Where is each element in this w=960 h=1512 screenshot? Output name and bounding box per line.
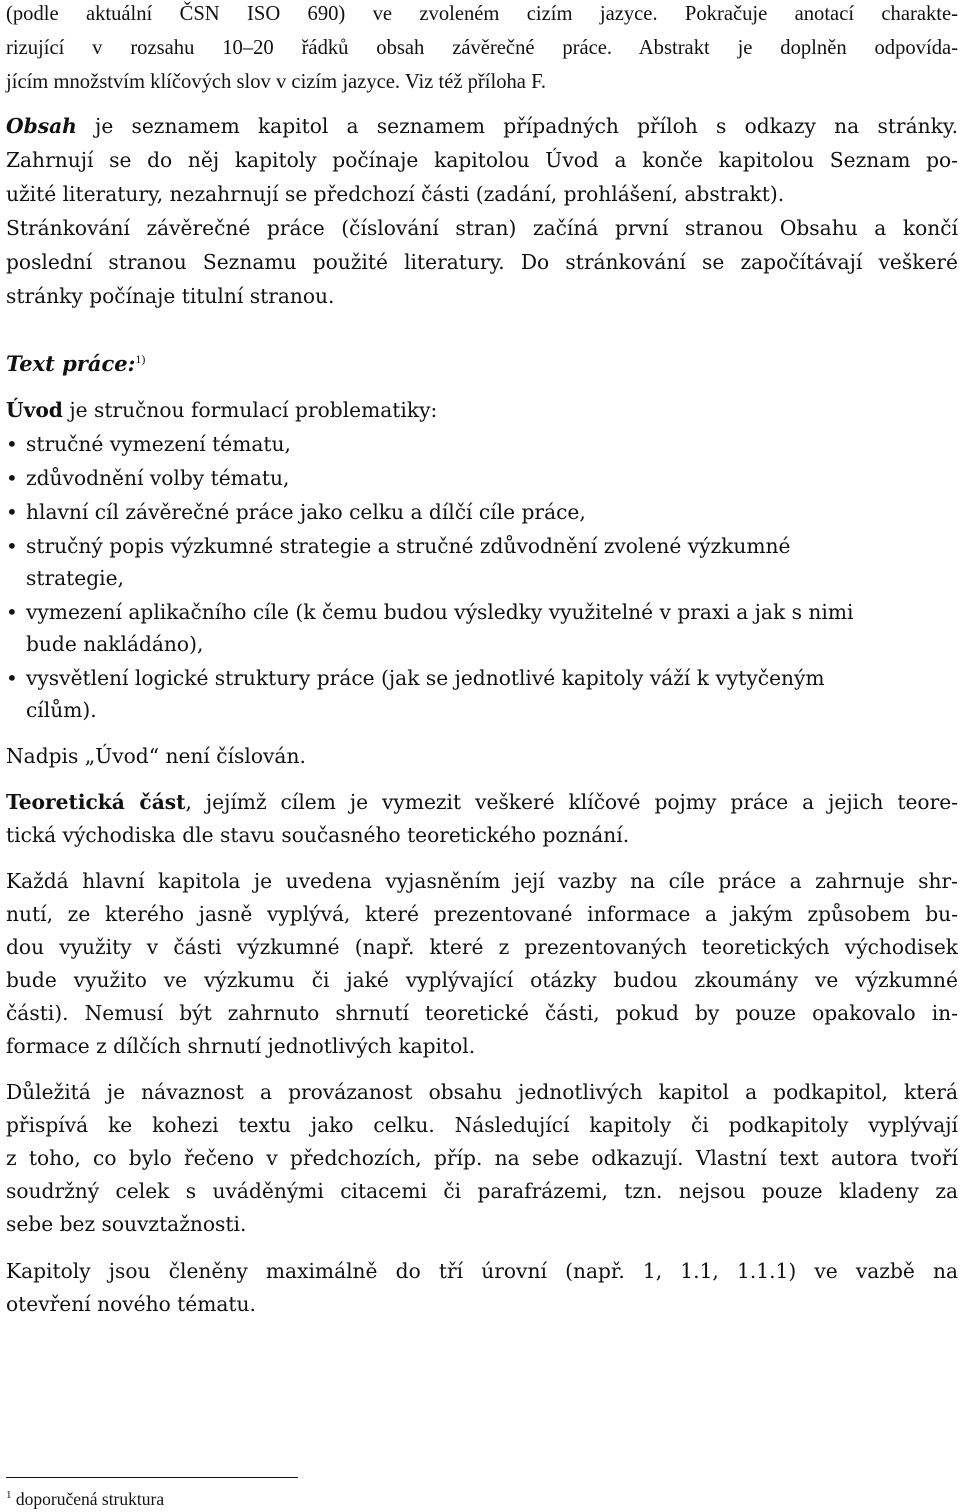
intro-line-2: rizující v rozsahu 10–20 řádků obsah závěrečné práce. Abstrakt je doplněn odpovída- <box>6 37 958 59</box>
bullet-marker: • <box>6 600 18 624</box>
bullet-marker: • <box>6 666 18 690</box>
kazda-line-3: dou využity v části výzkumné (např. které z prezentovaných teoretických východisek <box>6 935 958 959</box>
bullet-item-4-line-2: strategie, <box>26 566 124 590</box>
teoreticka-line-1-text: , jejímž cílem je vymezit veškeré klíčové pojmy práce a jejich teore- <box>185 790 958 814</box>
kazda-line-4: bude využito ve výzkumu či jaké vyplývající otázky budou zkoumány ve výzkumné <box>6 968 958 992</box>
dulezita-line-4: soudržný celek s uváděnými citacemi či parafrázemi, tzn. nejsou pouze kladeny za <box>6 1179 958 1203</box>
teoreticka-line-1 <box>6 788 958 816</box>
bullet-item-6-line-2: cílům). <box>26 698 97 722</box>
uvod-note: Nadpis „Úvod“ není číslován. <box>6 744 306 768</box>
footnote-text: doporučená struktura <box>15 1489 165 1509</box>
obsah-line-1 <box>6 112 958 140</box>
uvod-lead-text: je stručnou formulací problematiky: <box>62 398 438 422</box>
bullet-item-1: stručné vymezení tématu, <box>26 432 291 456</box>
uvod-lead <box>6 396 437 424</box>
bullet-item-5-line-2: bude nakládáno), <box>26 632 204 656</box>
bullet-marker: • <box>6 500 18 524</box>
obsah-term: Obsah <box>6 114 77 138</box>
bullet-item-3: hlavní cíl závěrečné práce jako celku a dílčí cíle práce, <box>26 500 586 524</box>
bullet-item-2: zdůvodnění volby tématu, <box>26 466 290 490</box>
obsah-line-6: stránky počínaje titulní stranou. <box>6 284 335 308</box>
footnote-number: 1 <box>6 1489 12 1501</box>
bullet-marker: • <box>6 432 18 456</box>
teoreticka-term: Teoretická část <box>6 790 186 814</box>
section-heading-text-prace <box>6 350 145 378</box>
kapitoly-line-2: otevření nového tématu. <box>6 1292 256 1316</box>
dulezita-line-2: přispívá ke kohezi textu jako celku. Následující kapitoly či podkapitoly vyplývají <box>6 1113 958 1137</box>
kazda-line-6: formace z dílčích shrnutí jednotlivých kapitol. <box>6 1034 476 1058</box>
intro-line-1: (podle aktuální ČSN ISO 690) ve zvoleném cizím jazyce. Pokračuje anotací charakte- <box>6 3 958 25</box>
footnote-reference: 1) <box>135 352 146 366</box>
bullet-marker: • <box>6 466 18 490</box>
kazda-line-1: Každá hlavní kapitola je uvedena vyjasněním její vazby na cíle práce a zahrnuje shr- <box>6 869 958 893</box>
kazda-line-5: části). Nemusí být zahrnuto shrnutí teoretické části, pokud by pouze opakovalo in- <box>6 1001 958 1025</box>
teoreticka-line-2: tická východiska dle stavu současného teoretického poznání. <box>6 823 630 847</box>
obsah-line-5: poslední stranou Seznamu použité literatury. Do stránkování se započítávají veškeré <box>6 250 958 274</box>
obsah-line-2: Zahrnují se do něj kapitoly počínaje kapitolou Úvod a konče kapitolou Seznam po- <box>6 148 958 172</box>
kazda-line-2: nutí, ze kterého jasně vyplývá, které prezentované informace a jakým způsobem bu- <box>6 902 958 926</box>
bullet-item-5-line-1: vymezení aplikačního cíle (k čemu budou výsledky využitelné v praxi a jak s nimi <box>26 600 854 624</box>
footnote <box>6 1488 164 1510</box>
dulezita-line-5: sebe bez souvztažnosti. <box>6 1212 247 1236</box>
kapitoly-line-1: Kapitoly jsou členěny maximálně do tří úrovní (např. 1, 1.1, 1.1.1) ve vazbě na <box>6 1259 958 1283</box>
dulezita-line-1: Důležitá je návaznost a provázanost obsahu jednotlivých kapitol a podkapitol, která <box>6 1080 958 1104</box>
bullet-item-6-line-1: vysvětlení logické struktury práce (jak se jednotlivé kapitoly váží k vytyčeným <box>26 666 825 690</box>
footnote-separator <box>6 1477 298 1478</box>
bullet-item-4-line-1: stručný popis výzkumné strategie a stručné zdůvodnění zvolené výzkumné <box>26 534 791 558</box>
uvod-term: Úvod <box>6 398 63 422</box>
obsah-line-1-text: je seznamem kapitol a seznamem případných příloh s odkazy na stránky. <box>76 114 958 138</box>
heading-text: Text práce: <box>6 351 136 376</box>
intro-line-3: jícím množstvím klíčových slov v cizím jazyce. Viz též příloha F. <box>6 71 547 93</box>
bullet-marker: • <box>6 534 18 558</box>
obsah-line-4: Stránkování závěrečné práce (číslování stran) začíná první stranou Obsahu a končí <box>6 216 958 240</box>
dulezita-line-3: z toho, co bylo řečeno v předchozích, příp. na sebe odkazují. Vlastní text autora tvoří <box>6 1146 958 1170</box>
obsah-line-3: užité literatury, nezahrnují se předchozí části (zadání, prohlášení, abstrakt). <box>6 182 785 206</box>
